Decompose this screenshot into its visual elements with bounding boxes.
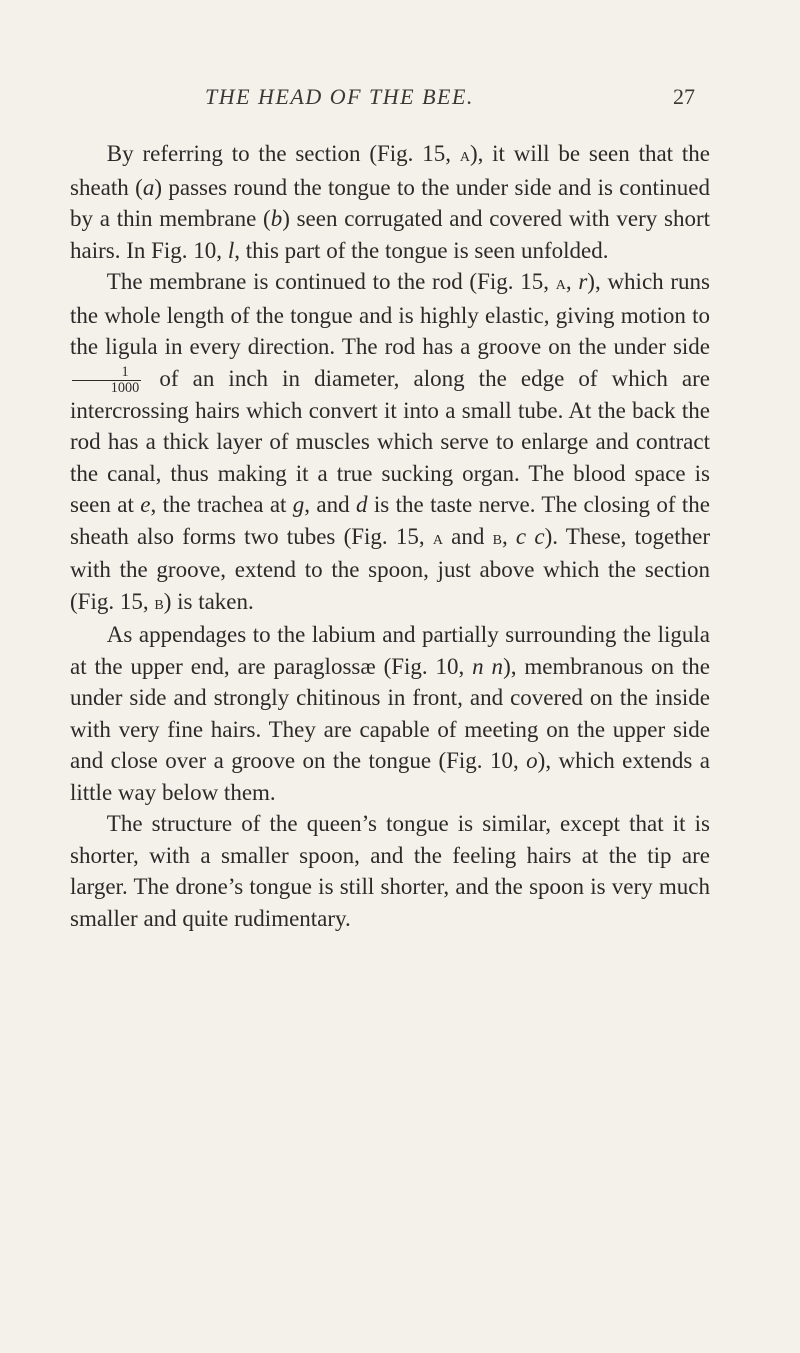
italic-label: b	[270, 206, 283, 231]
text-run: ). These, together with the groove, extend to the spoon, just above which the section (Fig. 15,	[70, 523, 711, 614]
text-run: of an inch in diameter, along the edge of which are intercrossing hairs which convert it into a small tube. At the back the rod has a thick layer of muscles which serve to enlarge and contract the canal, thus making it a true sucking organ. The blood space is seen at	[70, 365, 710, 518]
text-run: and	[442, 523, 493, 549]
text-run: ), membranous on the under side and strongly chitinous in front, and covered on the inside with very fine hairs. They are capable of meeting on the upper side and close over a groove on the tongue (Fig. 10,	[70, 653, 711, 774]
text-run: ), which extends a little way below them.	[70, 748, 710, 805]
italic-label: l	[227, 237, 235, 263]
text-run: ) passes round the tongue to the under side and is continued by a thin membrane (	[70, 174, 711, 231]
page-number: 27	[673, 84, 695, 109]
text-run: ,	[501, 523, 516, 549]
text-run: ), which runs the whole length of the tongue and is highly elastic, giving motion to the ligula in every direction. The rod has a groove on the under side	[70, 269, 710, 359]
figure-reference-letter: b	[154, 591, 164, 614]
italic-label: r	[578, 269, 588, 294]
text-run: is the taste nerve. The closing of the sheath also forms two tubes (Fig. 15,	[70, 492, 710, 549]
text-run: , this part of the tongue is seen unfolded.	[234, 237, 609, 263]
text-run: By referring to the section (Fig. 15,	[106, 141, 460, 166]
text-run: The membrane is continued to the rod (Fig. 15,	[106, 269, 556, 294]
fraction-denominator: 1000	[110, 379, 140, 396]
text-run: , the trachea at	[150, 492, 293, 518]
figure-reference-letter: a	[432, 526, 443, 549]
running-head	[0, 84, 800, 120]
italic-label: c c	[515, 523, 545, 549]
paragraph	[70, 138, 710, 266]
text-run: ) is taken.	[163, 588, 254, 614]
italic-label: a	[142, 174, 155, 200]
italic-label: d	[356, 492, 368, 518]
fraction-numerator: 1	[72, 365, 141, 380]
paragraph	[70, 619, 710, 808]
italic-label: n n	[472, 653, 504, 679]
text-run: The structure of the queen’s tongue is similar, except that it is shorter, with a smaller spoon, and the feeling hairs at the tip are larger. The drone’s tongue is still shorter, and the spoon is very much smaller and quite rudimentary.	[70, 811, 710, 931]
running-title: THE HEAD OF THE BEE.	[205, 84, 474, 109]
figure-reference-letter: b	[492, 526, 502, 549]
paragraph	[70, 808, 710, 934]
italic-label: e	[140, 492, 151, 518]
text-run: ), it will be seen that the sheath (	[70, 141, 710, 200]
text-run: As appendages to the labium and partially surrounding the ligula at the upper end, are paraglossæ (Fig. 10,	[70, 622, 710, 679]
fraction	[72, 365, 141, 395]
body-text	[70, 138, 710, 934]
italic-label: g	[292, 492, 305, 518]
italic-label: o	[526, 748, 538, 774]
text-run: , and	[304, 492, 357, 518]
figure-reference-letter: a	[459, 144, 470, 166]
paragraph	[70, 266, 710, 619]
figure-reference-letter: a	[555, 272, 566, 294]
text-run: ,	[565, 269, 579, 294]
text-run: ) seen corrugated and covered with very short hairs. In Fig. 10,	[70, 206, 710, 263]
